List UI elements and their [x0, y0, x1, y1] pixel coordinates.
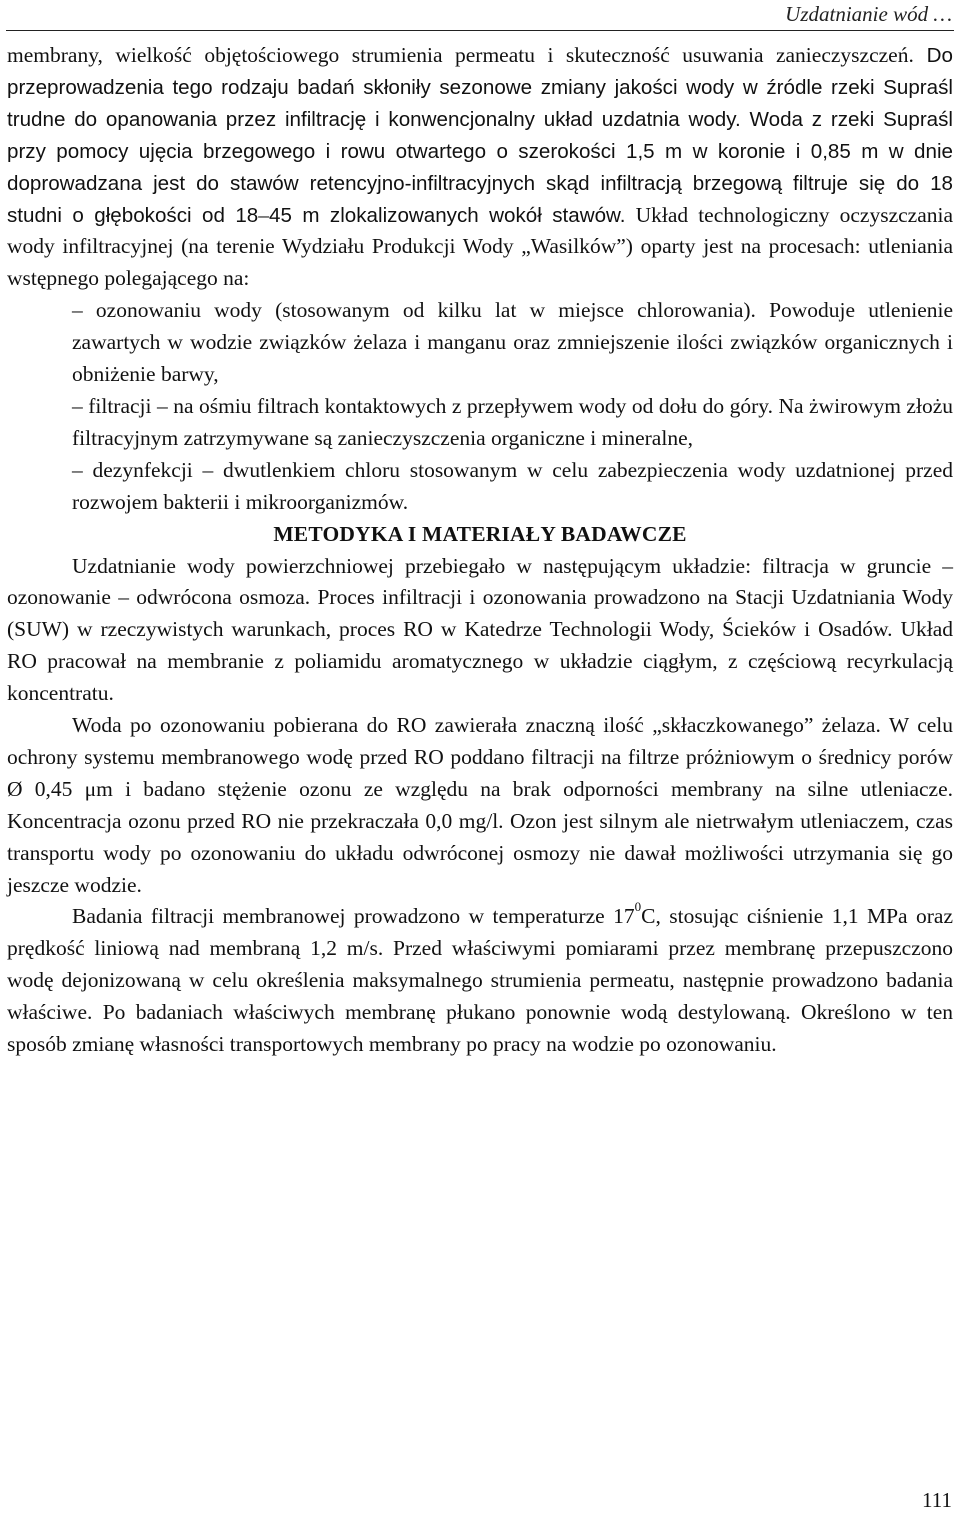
- list-item-ozonation: – ozonowaniu wody (stosowanym od kilku lat w miejsce chlorowania). Powoduje utlenienie zawartych w wodzie związków żelaza i manganu oraz zmniejszenie ilości związków organicznych i obniżenie barwy,: [72, 298, 953, 387]
- paragraph-intro-a: membrany, wielkość objętościowego strumienia permeatu i skuteczność usuwania zanieczyszczeń.: [7, 43, 914, 67]
- paragraph-membrane-tests-b: C, stosując ciśnienie 1,1 MPa oraz prędkość liniową nad membraną 1,2 m/s. Przed właściwymi pomiarami przez membranę przepuszczono wodę dejonizowaną w celu określenia maksymalnego strumienia permeatu, następnie prowadzono badania właściwe. Po badaniach właściwych membranę płukano ponownie wodą destylowaną. Określono w ten sposób zmianę własności transportowych membrany po pracy na wodzie po ozonowaniu.: [7, 904, 953, 1057]
- running-header-title: Uzdatnianie wód …: [785, 2, 952, 26]
- paragraph-membrane-tests-a: Badania filtracji membranowej prowadzono w temperaturze 17: [72, 904, 635, 929]
- running-header: [0, 0, 960, 30]
- paragraph-intro-d: Układ technologiczny oczyszczania wody infiltracyjnej (na terenie Wydziału Produkcji Wody „Wasilków”) oparty jest na procesach: utleniania wstępnego polegającego na:: [7, 202, 954, 291]
- page-body: [7, 40, 953, 1061]
- page-number: 111: [922, 1488, 952, 1512]
- paragraph-method: Uzdatnianie wody powierzchniowej przebiegało w następującym układzie: filtracja w gruncie – ozonowanie – odwrócona osmoza. Proces infiltracji i ozonowania prowadzono na Stacji Uzdatniania Wody (SUW) w rzeczywistych warunkach, proces RO w Katedrze Technologii Wody, Ścieków i Osadów. Układ RO pracował na membranie z poliamidu aromatycznego w układzie ciągłym, z częściową recyrkulacją koncentratu.: [7, 553, 953, 706]
- paragraph-intro-c: 45 m zlokalizowanych wokół stawów.: [269, 203, 626, 227]
- degree-superscript: 0: [634, 899, 642, 915]
- paragraph-ozone: Woda po ozonowaniu pobierana do RO zawierała znaczną ilość „skłaczkowanego” żelaza. W celu ochrony systemu membranowego wodę przed RO poddano filtracji na filtrze próżniowym o średnicy porów Ø 0,45 μm i badano stężenie ozonu ze względu na brak odporności membrany na silne utleniacze. Koncentracja ozonu przed RO nie przekraczała 0,0 mg/l. Ozon jest silnym ale nietrwałym utleniaczem, czas transportu wody po ozonowaniu do układu odwróconej osmozy nie dawał możliwości utrzymania się go jeszcze wodzie.: [7, 713, 953, 897]
- paragraph-intro-b: Do przeprowadzenia tego rodzaju badań skłoniły sezonowe zmiany jakości wody w źródle rzeki Supraśl trudne do opanowania przez infiltrację i konwencjonalny układ uzdatnia wody. Woda z rzeki Supraśl przy pomocy ujęcia brzegowego i rowu otwartego o szerokości 1,5 m w koronie i 0,85 m w dnie doprowadzana jest do stawów retencyjno-infiltracyjnych skąd infiltracją brzegową filtruje się do 18 studni o głębokości od 18: [7, 44, 953, 227]
- list-item-filtration: – filtracji – na ośmiu filtrach kontaktowych z przepływem wody od dołu do góry. Na żwirowym złożu filtracyjnym zatrzymywane są zanieczyszczenia organiczne i mineralne,: [72, 393, 953, 450]
- paragraph-membrane-tests: [7, 901, 953, 1061]
- paragraph-intro: membrany, wielkość objętościowego strumienia permeatu i skuteczność usuwania zanieczyszczeń. Do przeprowadzenia tego rodzaju badań skłoniły sezonowe zmiany jakości wody w źródle rzeki Supraśl trudne do opanowania przez infiltrację i konwencjonalny układ uzdatnia wody. Woda z rzeki Supraśl przy pomocy ujęcia brzegowego i rowu otwartego o szerokości 1,5 m w koronie i 0,85 m w dnie doprowadzana jest do stawów retencyjno-infiltracyjnych skąd infiltracją brzegową filtruje się do 18 studni o głębokości od 18–45 m zlokalizowanych wokół stawów. Układ technologiczny oczyszczania wody infiltracyjnej (na terenie Wydziału Produkcji Wody „Wasilków”) oparty jest na procesach: utleniania wstępnego polegającego na:: [7, 43, 954, 291]
- section-heading: METODYKA I MATERIAŁY BADAWCZE: [273, 521, 687, 546]
- list-item-disinfection: – dezynfekcji – dwutlenkiem chloru stosowanym w celu zabezpieczenia wody uzdatnionej przed rozwojem bakterii i mikroorganizmów.: [72, 457, 953, 514]
- header-divider: [6, 30, 954, 31]
